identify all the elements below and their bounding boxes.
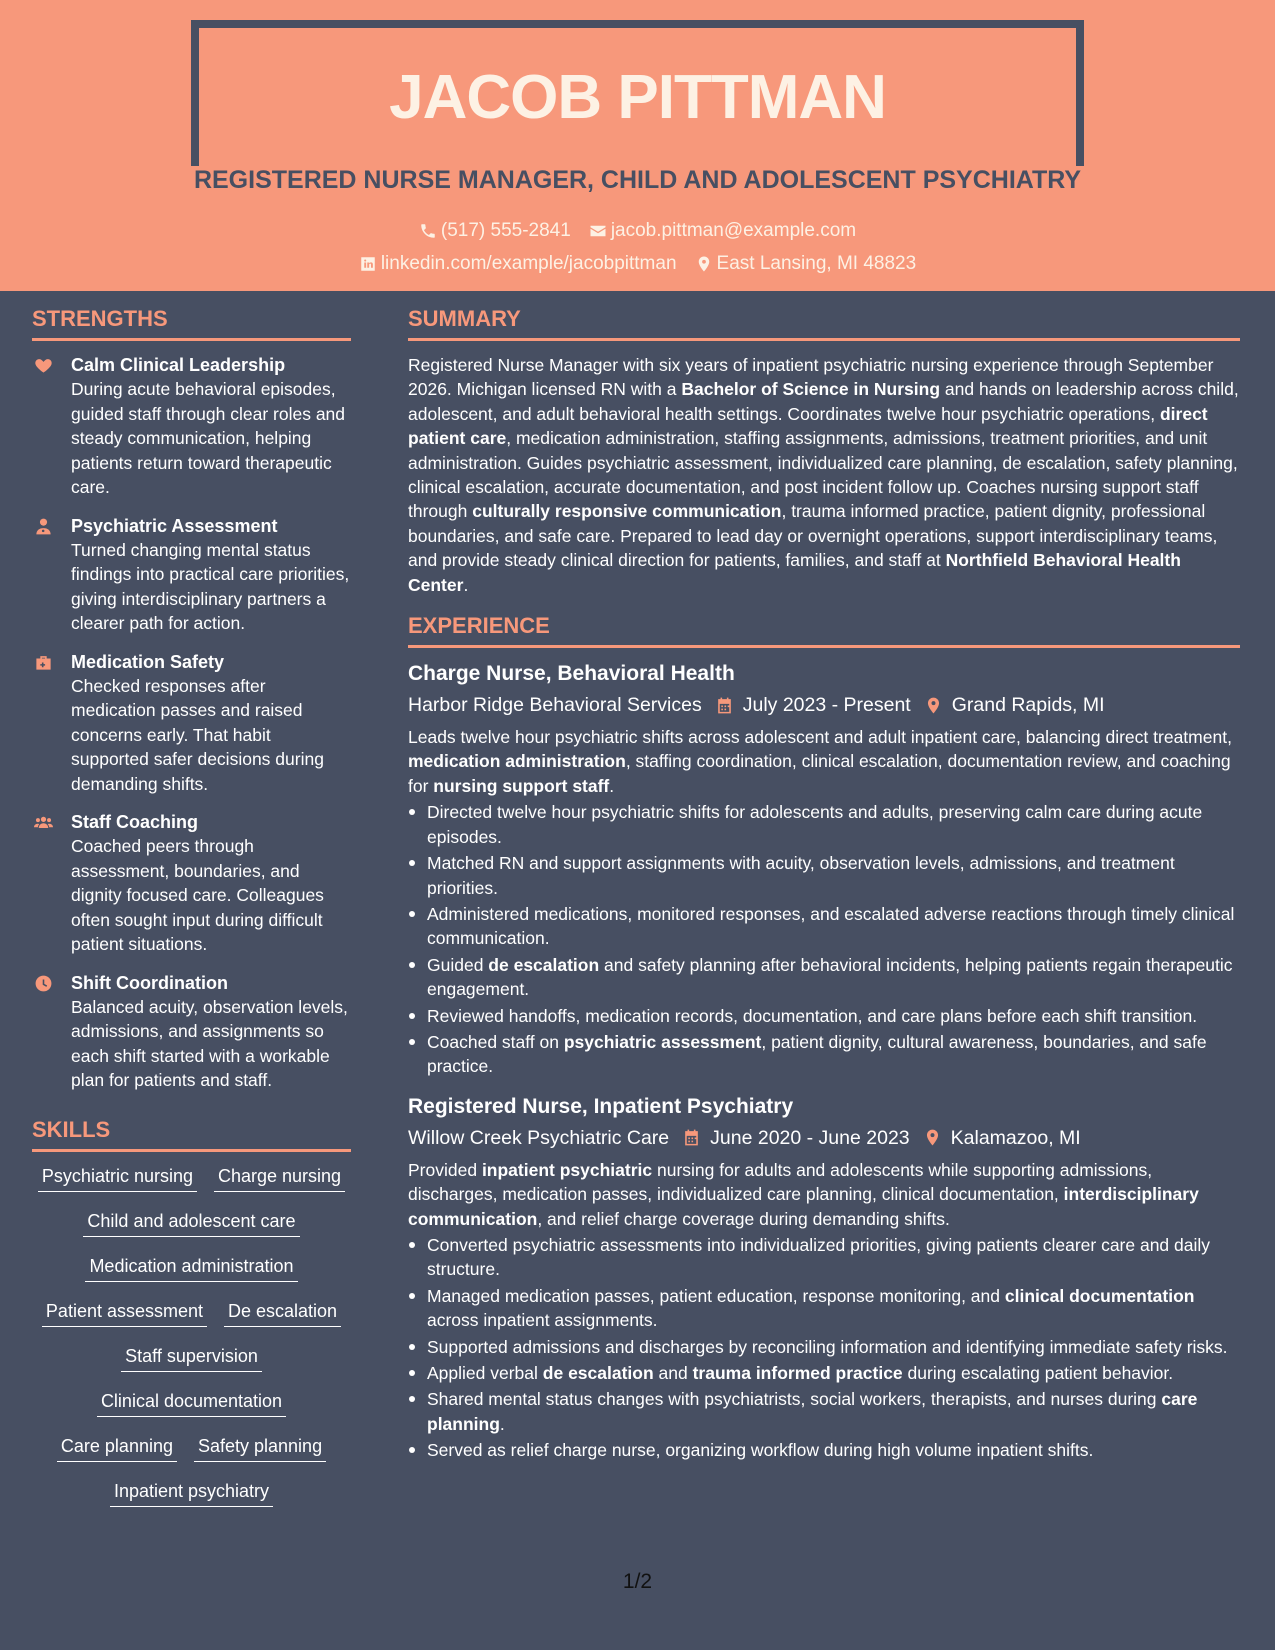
skill-tag: Care planning — [57, 1434, 177, 1462]
linkedin-contact[interactable] — [359, 253, 677, 275]
strength-desc: Checked responses after medication passes and raised concerns early. That habit supported safer decisions during demanding shifts. — [71, 675, 324, 794]
skill-row — [32, 1299, 351, 1344]
phone-text: (517) 555-2841 — [440, 220, 571, 241]
heart-icon — [34, 356, 53, 375]
phone-contact — [419, 220, 571, 242]
strengths-heading: STRENGTHS — [32, 306, 351, 341]
candidate-title: REGISTERED NURSE MANAGER, CHILD AND ADOLESCENT PSYCHIATRY — [193, 166, 1082, 194]
strength-item — [32, 650, 351, 797]
skills-list — [32, 1164, 351, 1524]
strength-desc: Turned changing mental status findings into practical care priorities, giving interdisciplinary partners a clearer path for action. — [71, 539, 350, 633]
skill-row — [32, 1254, 351, 1299]
bullet-item: Converted psychiatric assessments into individualized priorities, giving patients clearer care and daily structure. — [408, 1233, 1240, 1282]
medkit-icon — [34, 653, 53, 672]
bold-phrase: care planning — [427, 1389, 1198, 1434]
skill-tag: Clinical documentation — [97, 1389, 286, 1417]
map-pin-icon — [923, 1128, 942, 1147]
summary-heading: SUMMARY — [408, 306, 1240, 341]
job-entry — [408, 1093, 1240, 1463]
envelope-icon — [589, 222, 607, 240]
skill-row — [32, 1164, 351, 1209]
contact-row-2 — [0, 253, 1275, 275]
strength-item — [32, 353, 351, 500]
skill-tag: Child and adolescent care — [83, 1209, 299, 1237]
skill-row — [32, 1389, 351, 1434]
strength-item — [32, 971, 351, 1093]
bullet-item: Shared mental status changes with psychiatrists, social workers, therapists, and nurses during care planning. — [408, 1387, 1240, 1436]
strength-title: Shift Coordination — [71, 972, 228, 993]
strength-desc: During acute behavioral episodes, guided staff through clear roles and steady communication, helping patients return toward therapeutic care. — [71, 379, 346, 497]
bullet-item: Supported admissions and discharges by reconciling information and identifying immediate safety risks. — [408, 1335, 1240, 1359]
job-meta — [408, 1124, 1240, 1152]
skill-row — [32, 1209, 351, 1254]
strength-title: Staff Coaching — [71, 812, 199, 832]
bold-phrase: trauma informed practice — [692, 1363, 903, 1383]
job-title: Registered Nurse, Inpatient Psychiatry — [408, 1094, 794, 1118]
job-company: Willow Creek Psychiatric Care — [408, 1126, 670, 1149]
bold-phrase: psychiatric assessment — [563, 1031, 762, 1052]
strength-item — [32, 810, 351, 957]
strength-title: Calm Clinical Leadership — [71, 355, 286, 375]
job-dates: June 2020 - June 2023 — [710, 1126, 910, 1149]
bullet-item: Coached staff on psychiatric assessment, patient dignity, cultural awareness, boundaries, and safe practice. — [408, 1030, 1240, 1079]
bold-phrase: culturally responsive communication — [472, 501, 782, 522]
skill-tag: De escalation — [224, 1299, 341, 1327]
job-location: Grand Rapids, MI — [951, 694, 1105, 717]
bold-phrase: clinical documentation — [1004, 1285, 1195, 1306]
linkedin-text[interactable]: linkedin.com/example/jacobpittman — [380, 253, 677, 274]
strength-title: Psychiatric Assessment — [71, 515, 278, 536]
strength-desc: Coached peers through assessment, boundaries, and dignity focused care. Colleagues often sought input during difficult patient situations. — [71, 836, 324, 954]
job-bullets — [408, 1233, 1240, 1463]
job-dates: July 2023 - Present — [742, 694, 911, 717]
job-entry — [408, 660, 1240, 1079]
users-icon — [34, 813, 53, 832]
contact-row-1 — [0, 220, 1275, 242]
bold-phrase: nursing support staff — [433, 775, 610, 796]
job-company: Harbor Ridge Behavioral Services — [408, 694, 702, 717]
bold-phrase: interdisciplinary communication — [408, 1184, 1199, 1229]
job-description: Provided inpatient psychiatric nursing for adults and adolescents while supporting admissions, discharges, medication passes, individualized care planning, clinical documentation, interdisciplinary communication, and relief charge coverage during demanding shifts. — [408, 1159, 1199, 1229]
bullet-item: Guided de escalation and safety planning after behavioral incidents, helping patients regain therapeutic engagement. — [408, 953, 1240, 1002]
skill-tag: Safety planning — [194, 1434, 326, 1462]
bold-phrase: Northfield Behavioral Health Center — [408, 550, 1181, 595]
calendar-icon — [682, 1128, 701, 1147]
skill-tag: Inpatient psychiatry — [110, 1479, 273, 1507]
skills-heading: SKILLS — [32, 1117, 351, 1152]
left-column — [32, 306, 351, 1524]
bold-phrase: inpatient psychiatric — [481, 1159, 653, 1180]
resume-header — [0, 0, 1275, 291]
bullet-item: Directed twelve hour psychiatric shifts for adolescents and adults, preserving calm care during acute episodes. — [408, 800, 1240, 849]
page-number: 1/2 — [622, 1570, 653, 1593]
bullet-item: Administered medications, monitored responses, and escalated adverse reactions through timely clinical communication. — [408, 902, 1240, 951]
bold-phrase: medication administration — [408, 751, 626, 772]
summary-text: Registered Nurse Manager with six years of inpatient psychiatric nursing experience through September 2026. Michigan licensed RN with a Bachelor of Science in Nursing and hands on leadership across child, adolescent, and adult behavioral health settings. Coordinates twelve hour psychiatric operations, direct patient care, medication administration, staffing assignments, admissions, treatment priorities, and unit administration. Guides psychiatric assessment, individualized care planning, de escalation, safety planning, clinical escalation, accurate documentation, and post incident follow up. Coaches nursing support staff through culturally responsive communication, trauma informed practice, patient dignity, professional boundaries, and safe care. Prepared to lead day or overnight operations, support interdisciplinary teams, and provide steady clinical direction for patients, families, and staff at Northfield Behavioral Health Center. — [408, 355, 1239, 595]
bold-phrase: de escalation — [488, 954, 600, 975]
bullet-item: Applied verbal de escalation and trauma informed practice during escalating patient behavior. — [408, 1361, 1240, 1385]
location-contact — [695, 253, 917, 275]
email-text[interactable]: jacob.pittman@example.com — [610, 220, 857, 241]
bullet-item: Served as relief charge nurse, organizing workflow during high volume inpatient shifts. — [408, 1438, 1240, 1462]
linkedin-icon — [359, 255, 377, 273]
skill-row — [32, 1434, 351, 1479]
job-description: Leads twelve hour psychiatric shifts across adolescent and adult inpatient care, balancing direct treatment, medication administration, staffing coordination, clinical escalation, documentation review, and coaching for nursing support staff. — [408, 727, 1232, 796]
job-title: Charge Nurse, Behavioral Health — [408, 662, 735, 686]
map-pin-icon — [924, 696, 943, 715]
strength-item — [32, 514, 351, 636]
phone-icon — [419, 222, 437, 240]
skill-tag: Medication administration — [85, 1254, 297, 1282]
clock-icon — [34, 974, 53, 993]
skill-tag: Patient assessment — [42, 1299, 207, 1327]
right-column — [408, 306, 1240, 1477]
experience-heading: EXPERIENCE — [408, 613, 1240, 648]
bullet-item: Reviewed handoffs, medication records, documentation, and care plans before each shift transition. — [408, 1004, 1240, 1028]
job-location: Kalamazoo, MI — [950, 1126, 1081, 1149]
bullet-item: Managed medication passes, patient education, response monitoring, and clinical documentation across inpatient assignments. — [408, 1284, 1240, 1333]
bold-phrase: de escalation — [542, 1363, 654, 1383]
bold-phrase: Bachelor of Science in Nursing — [681, 379, 941, 400]
skill-tag: Charge nursing — [214, 1164, 345, 1192]
candidate-name: JACOB PITTMAN — [389, 63, 886, 132]
email-contact[interactable] — [589, 220, 856, 242]
skill-tag: Staff supervision — [121, 1344, 262, 1372]
bold-phrase: direct patient care — [408, 403, 1208, 449]
bullet-item: Matched RN and support assignments with acuity, observation levels, admissions, and treatment priorities. — [408, 851, 1240, 900]
job-meta — [408, 691, 1240, 719]
location-text: East Lansing, MI 48823 — [716, 253, 917, 274]
job-bullets — [408, 800, 1240, 1078]
skill-tag: Psychiatric nursing — [38, 1164, 197, 1192]
calendar-icon — [715, 696, 734, 715]
skill-row — [32, 1344, 351, 1389]
map-pin-icon — [695, 255, 713, 273]
skill-row — [32, 1479, 351, 1524]
strength-desc: Balanced acuity, observation levels, admissions, and assignments so each shift started with a workable plan for patients and staff. — [71, 996, 348, 1090]
user-md-icon — [34, 517, 53, 536]
strength-title: Medication Safety — [71, 651, 225, 672]
